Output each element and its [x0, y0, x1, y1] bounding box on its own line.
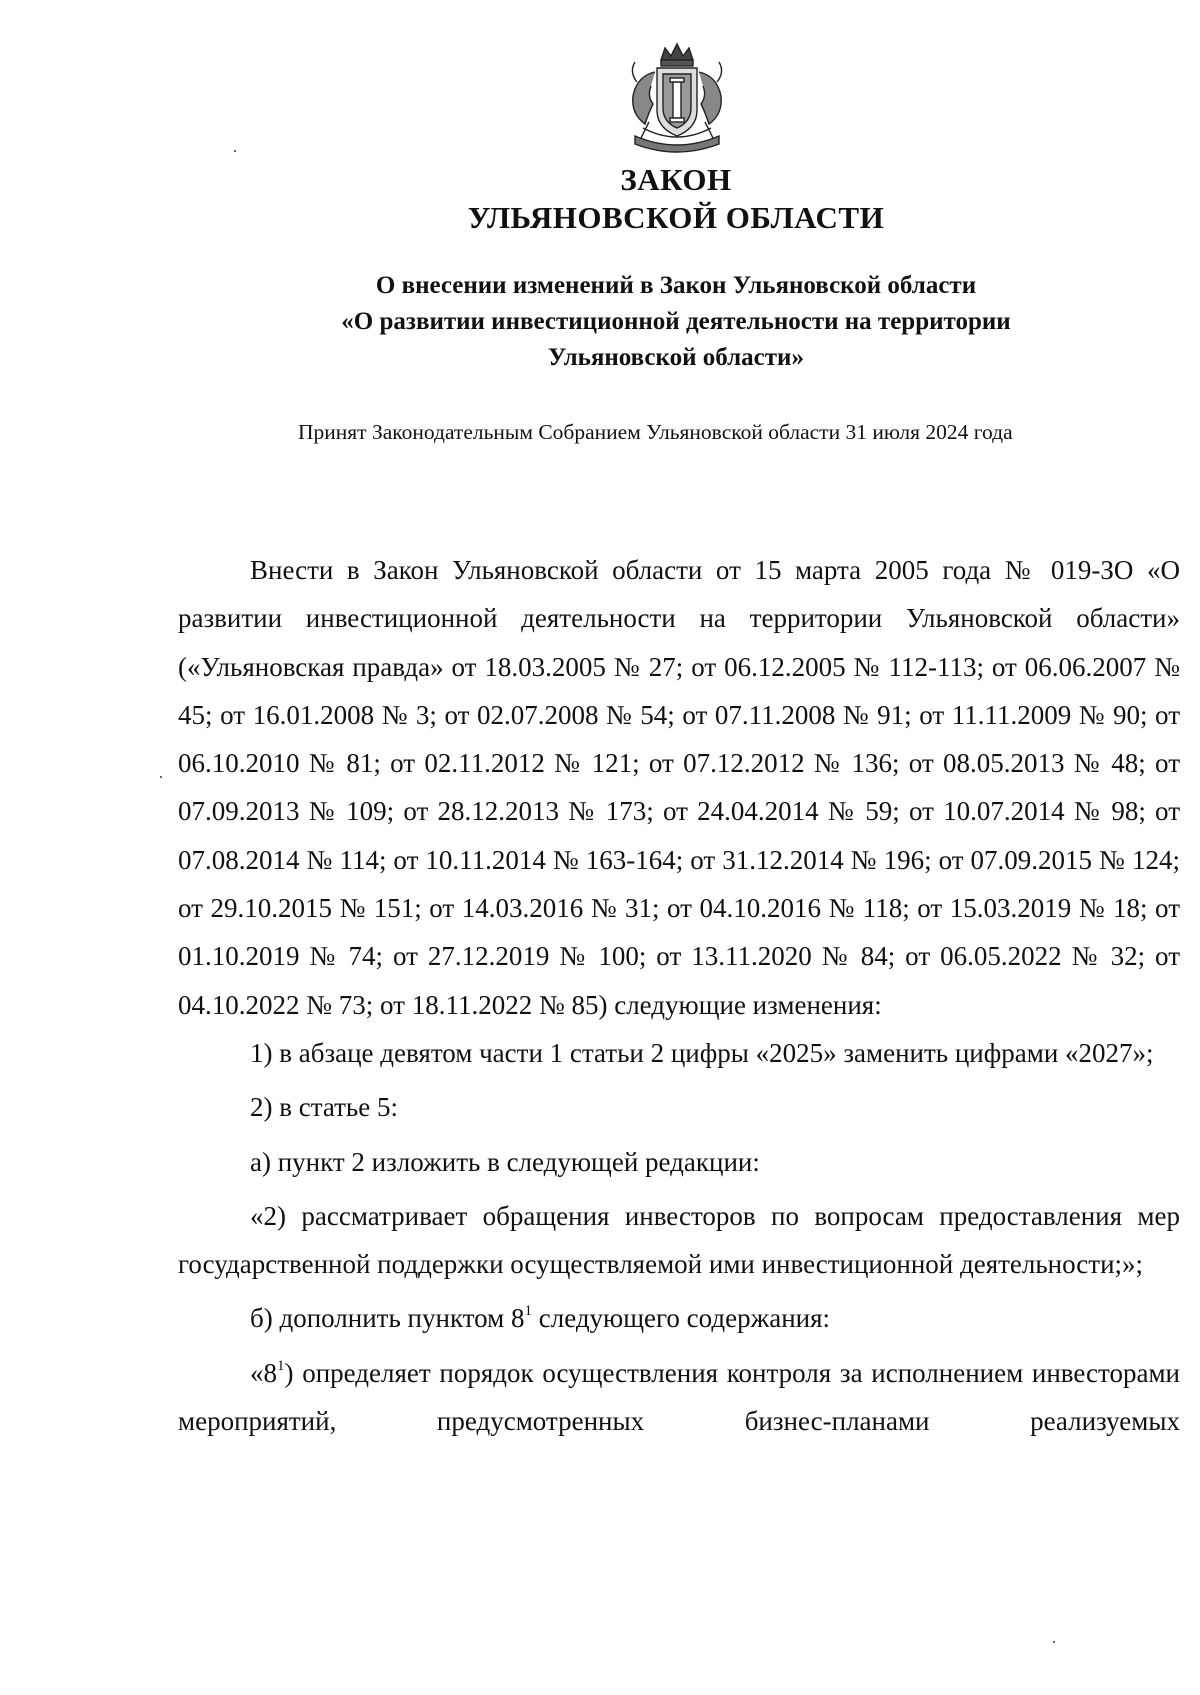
subtitle-line: Ульяновской области»: [548, 344, 804, 371]
ulyanovsk-coat-of-arms-icon: [623, 42, 731, 160]
region-title: УЛЬЯНОВСКОЙ ОБЛАСТИ: [467, 200, 885, 235]
item-8-1-text: ) определяет порядок осуществления контроля за исполнением инвесторами мероприятий, предусмотренных бизнес-планами реализуемых: [178, 1357, 1180, 1437]
scan-speck: [1053, 1641, 1055, 1643]
document-type-title: ЗАКОН: [620, 162, 732, 197]
subtitle-line: «О развитии инвестиционной деятельности на территории: [341, 308, 1011, 335]
intro-paragraph: Внести в Закон Ульяновской области от 15 марта 2005 года № 019-ЗО «О развитии инвестиционной деятельности на территории Ульяновской области» («Ульяновская правда» от 18.03.2005 № 27; от 06.12.2005 № 112-113; от 06.06.2007 № 45; от 16.01.2008 № 3; от 02.07.2008 № 54; от 07.11.2008 № 91; от 11.11.2009 № 90; от 06.10.2010 № 81; от 02.11.2012 № 121; от 07.12.2012 № 136; от 08.05.2013 № 48; от 07.09.2013 № 109; от 28.12.2013 № 173; от 24.04.2014 № 59; от 10.07.2014 № 98; от 07.08.2014 № 114; от 10.11.2014 № 163-164; от 31.12.2014 № 196; от 07.09.2015 № 124; от 29.10.2015 № 151; от 14.03.2016 № 31; от 04.10.2016 № 118; от 15.03.2019 № 18; от 01.10.2019 № 74; от 27.12.2019 № 100; от 13.11.2020 № 84; от 06.05.2022 № 32; от 04.10.2022 № 73; от 18.11.2022 № 85) следующие изменения:: [178, 555, 1180, 1020]
law-subtitle: [0, 268, 1200, 376]
item-8-1-open: «8: [250, 1357, 277, 1388]
scan-speck: [160, 776, 162, 778]
item-1-paragraph: 1) в абзаце девятом части 1 статьи 2 цифры «2025» заменить цифрами «2027»;: [250, 1037, 1154, 1068]
item-2b-text: б) дополнить пунктом 8: [250, 1303, 525, 1334]
adoption-note: Принят Законодательным Собранием Ульяновской области 31 июля 2024 года: [298, 420, 1013, 444]
subtitle-line: О внесении изменений в Закон Ульяновской области: [375, 272, 977, 299]
law-body: [178, 546, 1180, 1445]
item-2-paragraph: 2) в статье 5:: [250, 1092, 398, 1123]
item-2b-text-end: следующего содержания:: [531, 1303, 831, 1334]
item-2a-paragraph: а) пункт 2 изложить в следующей редакции:: [250, 1146, 760, 1177]
scan-speck: [234, 150, 236, 152]
item-2a-text-paragraph: «2) рассматривает обращения инвесторов по вопросам предоставления мер государственной поддержки осуществляемой ими инвестиционной деятельности;»;: [178, 1200, 1180, 1280]
coat-of-arms-emblem: [623, 42, 731, 160]
item-8-1-paragraph: [178, 1349, 1180, 1446]
item-2b-paragraph: [178, 1294, 1180, 1342]
superscript: 1: [524, 1303, 532, 1320]
superscript: 1: [277, 1357, 285, 1374]
